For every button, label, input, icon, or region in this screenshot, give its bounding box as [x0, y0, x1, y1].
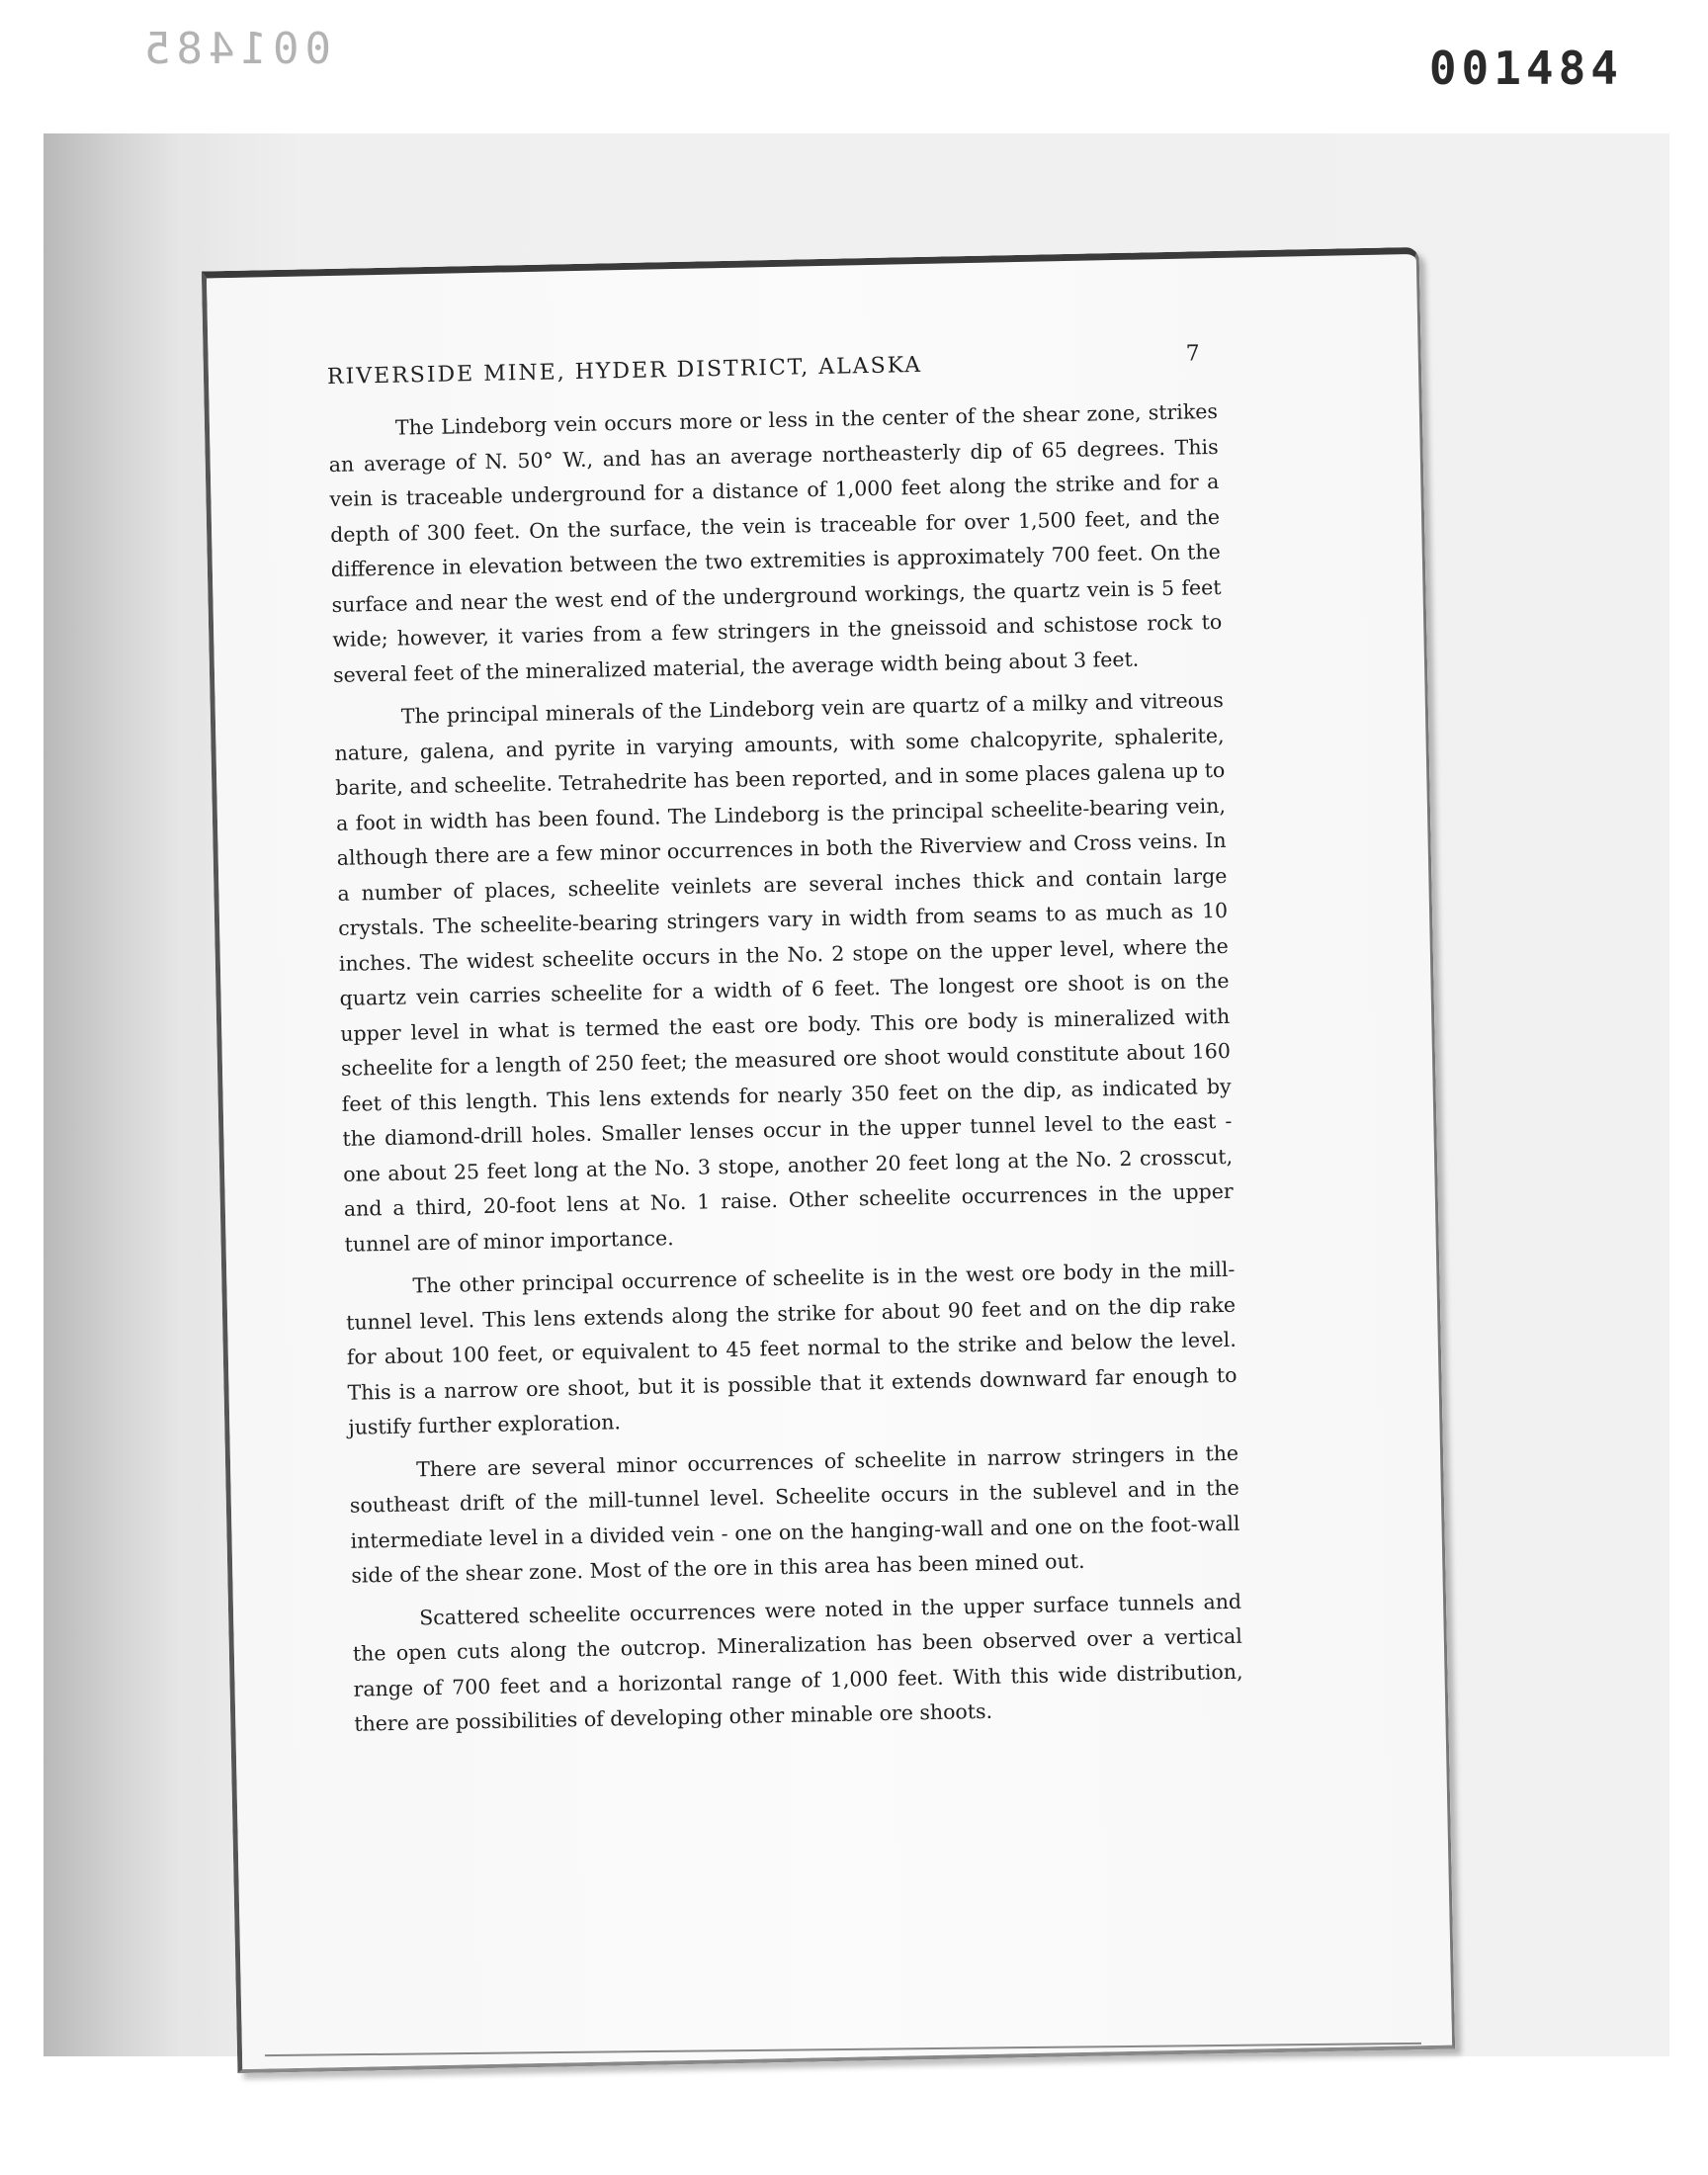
paragraph: The other principal occurrence of scheelite is in the west ore body in the mill-tunnel level. This lens extends along the strike for about 90 feet and on the dip rake for about 100 feet, or equivalent to 45 feet normal to the strike and below the level. This is a narrow ore shoot, but it is possible that it extends downward far enough to justify further exploration.: [345, 1257, 1238, 1439]
scan-shadow: [43, 133, 221, 2056]
paragraph: Scattered scheelite occurrences were noted in the upper surface tunnels and the open cuts along the outcrop. Mineralization has been observed over a vertical range of 700 feet and a horizontal range of 1,000 feet. With this wide distribution, there are possibilities of developing other minable ore shoots.: [352, 1589, 1243, 1736]
mirrored-document-number: 001485: [138, 24, 331, 74]
page-content: [326, 341, 1244, 1750]
document-page: [202, 247, 1455, 2073]
body-text: [328, 394, 1244, 1742]
running-title: RIVERSIDE MINE, HYDER DISTRICT, ALASKA: [326, 352, 923, 391]
paragraph: The Lindeborg vein occurs more or less in the center of the shear zone, strikes an average of N. 50° W., and has an average northeasterly dip of 65 degrees. This vein is traceable underground for a distance of 1,000 feet along the strike and for a depth of 300 feet. On the surface, the vein is traceable for over 1,500 feet, and the difference in elevation between the two extremities is approximately 700 feet. On the surface and near the west end of the underground workings, the quartz vein is 5 feet wide; however, it varies from a few stringers in the gneissoid and schistose rock to several feet of the mineralized material, the average width being about 3 feet.: [328, 398, 1223, 687]
page-number: 7: [1185, 341, 1202, 367]
document-number: 001484: [1428, 42, 1623, 95]
paragraph: The principal minerals of the Lindeborg vein are quartz of a milky and vitreous nature, galena, and pyrite in varying amounts, with some chalcopyrite, sphalerite, barite, and scheelite. Tetrahedrite has been reported, and in some places galena up to a foot in width has been found. The Lindeborg is the principal scheelite-bearing vein, although there are a few minor occurrences in both the Riverview and Cross veins. In a number of places, scheelite veinlets are several inches thick and contain large crystals. The scheelite-bearing stringers vary in width from seams to as much as 10 inches. The widest scheelite occurs in the No. 2 stope on the upper level, where the quartz vein carries scheelite for a width of 6 feet. The longest ore shoot is on the upper level in what is termed the east ore body. This ore body is mineralized with scheelite for a length of 250 feet; the measured ore shoot would constitute about 160 feet of this length. This lens extends for nearly 350 feet on the dip, as indicated by the diamond-drill holes. Smaller lenses occur in the upper tunnel level to the east - one about 25 feet long at the No. 3 stope, another 20 feet long at the No. 2 crosscut, and a third, 20-foot lens at No. 1 raise. Other scheelite occurrences in the upper tunnel are of minor importance.: [334, 687, 1234, 1257]
paragraph: There are several minor occurrences of scheelite in narrow stringers in the southeast drift of the mill-tunnel level. Scheelite occurs in the sublevel and in the intermediate level in a divided vein - one on the hanging-wall and one on the foot-wall side of the shear zone. Most of the ore in this area has been mined out.: [349, 1440, 1240, 1588]
